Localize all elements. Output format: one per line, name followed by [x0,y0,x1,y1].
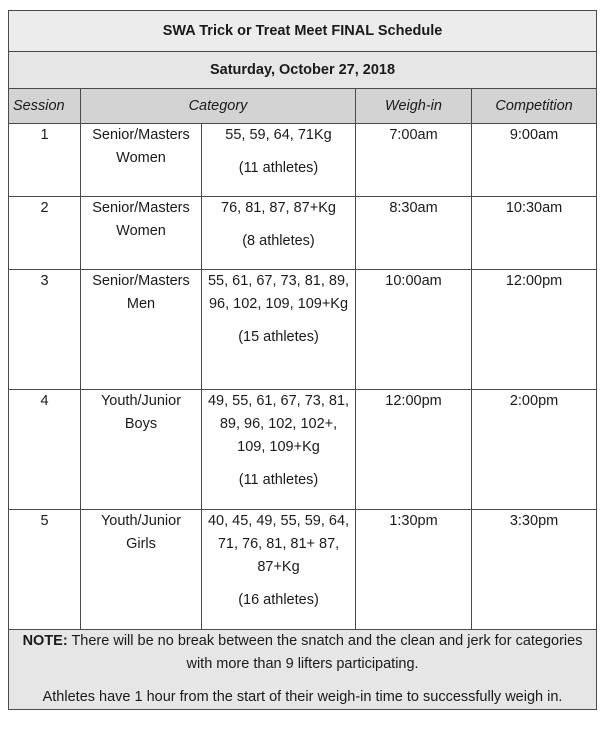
class-line: Senior/Masters [92,273,190,289]
weigh-in-time: 7:00am [356,124,472,197]
weight-classes: 49, 55, 61, 67, 73, 81, 89, 96, 102, 102+, 109, 109+Kg [207,393,350,455]
competition-time: 9:00am [472,124,597,197]
header-row [9,89,597,124]
athlete-count: (11 athletes) [238,160,319,176]
class-line: Women [116,150,166,166]
schedule-date: Saturday, October 27, 2018 [9,52,597,89]
date-row [9,52,597,89]
header-competition: Competition [472,89,597,124]
athlete-count: (16 athletes) [238,592,319,608]
session-number: 3 [9,270,81,390]
weigh-in-time: 10:00am [356,270,472,390]
weight-classes: 40, 45, 49, 55, 59, 64, 71, 76, 81, 81+ 87, 87+Kg [207,513,350,575]
header-session: Session [9,89,81,124]
table-row [9,390,597,510]
header-category: Category [81,89,356,124]
weight-classes: 55, 59, 64, 71Kg [225,127,332,143]
athlete-count: (11 athletes) [238,472,319,488]
note-paragraph [9,630,596,676]
class-line: Youth/Junior [100,513,182,529]
class-line: Girls [126,536,156,552]
schedule-title: SWA Trick or Treat Meet FINAL Schedule [9,11,597,52]
schedule-table [8,10,597,710]
session-number: 2 [9,197,81,270]
session-number: 1 [9,124,81,197]
class-line: Senior/Masters [92,200,190,216]
header-weigh-in: Weigh-in [356,89,472,124]
note-text: There will be no break between the snatch and the clean and jerk for categories with more than 9 lifters participating. [67,633,583,672]
category-weights [202,390,356,510]
title-row [9,11,597,52]
session-number: 5 [9,510,81,630]
competition-time: 10:30am [472,197,597,270]
class-line: Boys [124,416,158,432]
category-weights [202,124,356,197]
weight-classes: 55, 61, 67, 73, 81, 89, 96, 102, 109, 109+Kg [207,273,350,312]
note-label: NOTE: [22,633,68,649]
weigh-in-time: 8:30am [356,197,472,270]
category-weights [202,197,356,270]
athlete-count: (8 athletes) [242,233,315,249]
category-class [81,390,202,510]
weigh-in-time: 1:30pm [356,510,472,630]
category-class [81,197,202,270]
competition-time: 3:30pm [472,510,597,630]
class-line: Women [116,223,166,239]
athlete-count: (15 athletes) [238,329,319,345]
table-row [9,124,597,197]
table-row [9,510,597,630]
category-class [81,270,202,390]
note-cell [9,630,597,710]
category-class [81,124,202,197]
class-line: Youth/Junior [100,393,182,409]
weigh-in-time: 12:00pm [356,390,472,510]
class-line: Men [126,296,156,312]
competition-time: 12:00pm [472,270,597,390]
class-line: Senior/Masters [92,127,190,143]
session-number: 4 [9,390,81,510]
weigh-in-rule: Athletes have 1 hour from the start of their weigh-in time to successfully weigh in. [42,689,563,705]
category-class [81,510,202,630]
competition-time: 2:00pm [472,390,597,510]
table-row [9,197,597,270]
note-row [9,630,597,710]
category-weights [202,510,356,630]
weight-classes: 76, 81, 87, 87+Kg [221,200,336,216]
category-weights [202,270,356,390]
table-row [9,270,597,390]
